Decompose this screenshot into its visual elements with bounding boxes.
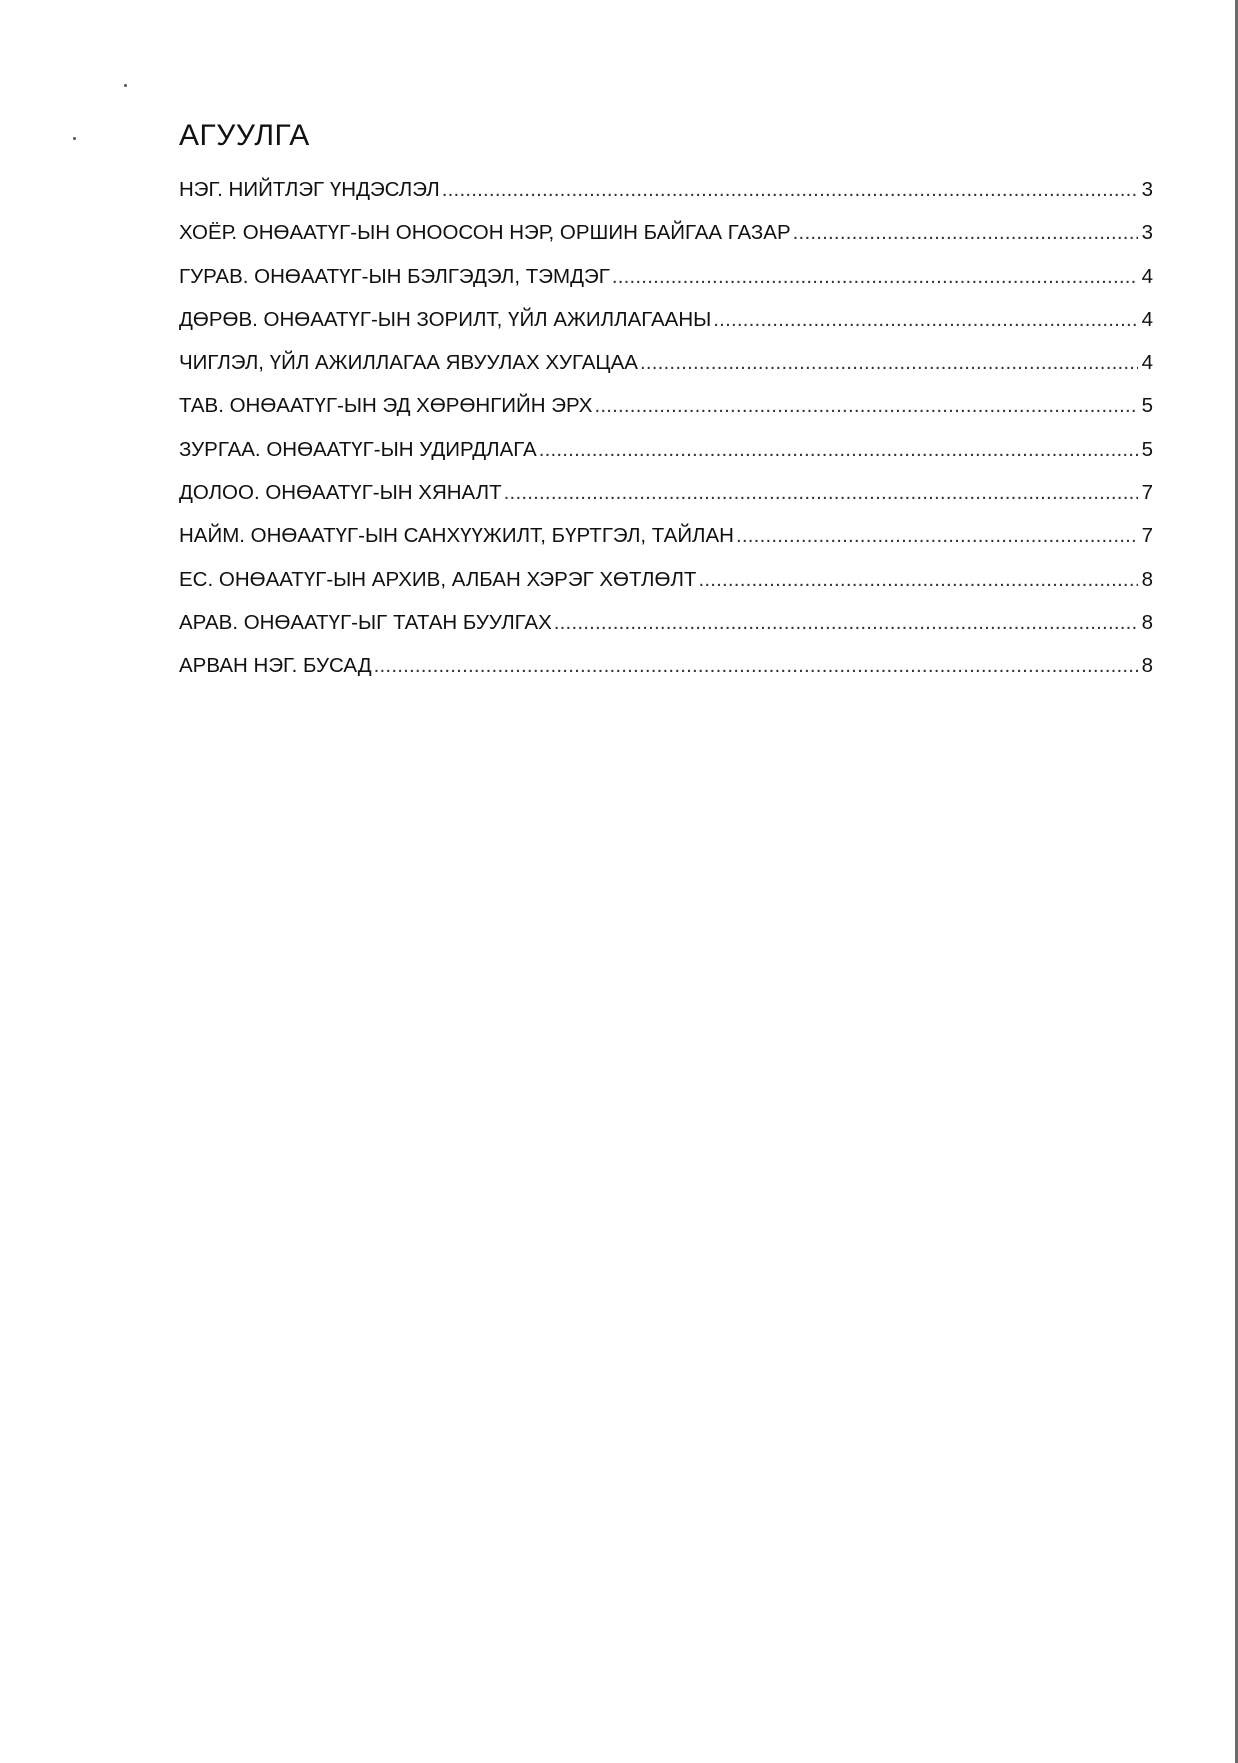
dot-leader	[504, 471, 1138, 514]
toc-entry-page: 3	[1141, 221, 1153, 245]
toc-entry-page: 8	[1141, 567, 1153, 591]
toc-entry-label: ЗУРГАА. ОНӨААТҮГ-ЫН УДИРДЛАГА	[179, 437, 537, 461]
dot-leader	[612, 255, 1138, 298]
toc-entry[interactable]	[179, 168, 1153, 211]
dot-leader	[539, 428, 1138, 471]
dot-leader	[594, 384, 1138, 427]
toc-title: АГУУЛГА	[179, 119, 310, 152]
scan-speck	[124, 84, 127, 87]
toc-entry-label: АРАВ. ОНӨААТҮГ-ЫГ ТАТАН БУУЛГАХ	[179, 610, 552, 634]
toc-entry-page: 8	[1141, 610, 1153, 634]
toc-entry[interactable]	[179, 471, 1153, 514]
toc-entry-label: ДОЛОО. ОНӨААТҮГ-ЫН ХЯНАЛТ	[179, 481, 502, 505]
toc-entry-label: АРВАН НЭГ. БУСАД	[179, 654, 372, 678]
toc-entry[interactable]	[179, 558, 1153, 601]
dot-leader	[640, 341, 1138, 384]
toc-entry-label: ДӨРӨВ. ОНӨААТҮГ-ЫН ЗОРИЛТ, ҮЙЛ АЖИЛЛАГААНЫ	[179, 307, 712, 331]
toc-entry[interactable]	[179, 428, 1153, 471]
toc-entry[interactable]	[179, 211, 1153, 254]
toc-entry-page: 4	[1141, 307, 1153, 331]
dot-leader	[374, 644, 1138, 687]
toc-entry-label: НАЙМ. ОНӨААТҮГ-ЫН САНХҮҮЖИЛТ, БҮРТГЭЛ, ТАЙЛАН	[179, 524, 734, 548]
toc-entry-page: 3	[1141, 178, 1153, 201]
toc-entry-label: ГУРАВ. ОНӨААТҮГ-ЫН БЭЛГЭДЭЛ, ТЭМДЭГ	[179, 264, 610, 288]
dot-leader	[793, 211, 1138, 254]
toc-entry[interactable]	[179, 514, 1153, 557]
toc-entry[interactable]	[179, 255, 1153, 298]
dot-leader	[698, 558, 1138, 601]
toc-entry-label: ЕС. ОНӨААТҮГ-ЫН АРХИВ, АЛБАН ХЭРЭГ ХӨТЛӨЛТ	[179, 567, 697, 591]
toc-entry-page: 5	[1141, 394, 1153, 418]
toc-entry[interactable]	[179, 601, 1153, 644]
dot-leader	[736, 514, 1138, 557]
toc-entry-page: 4	[1141, 264, 1153, 288]
toc-entry-page: 4	[1141, 351, 1153, 375]
dot-leader	[713, 298, 1138, 341]
dot-leader	[554, 601, 1138, 644]
scan-speck	[73, 137, 76, 140]
toc-entry-label: ТАВ. ОНӨААТҮГ-ЫН ЭД ХӨРӨНГИЙН ЭРХ	[179, 394, 593, 418]
toc-entry-label: ХОЁР. ОНӨААТҮГ-ЫН ОНООСОН НЭР, ОРШИН БАЙГАА ГАЗАР	[179, 221, 791, 245]
toc-entry[interactable]	[179, 384, 1153, 427]
toc-list	[179, 168, 1153, 688]
toc-entry-page: 5	[1141, 437, 1153, 461]
toc-entry-page: 7	[1141, 481, 1153, 505]
toc-entry[interactable]	[179, 341, 1153, 384]
toc-entry-label: ЧИГЛЭЛ, ҮЙЛ АЖИЛЛАГАА ЯВУУЛАХ ХУГАЦАА	[179, 351, 638, 375]
toc-entry-page: 8	[1141, 654, 1153, 678]
dot-leader	[442, 168, 1138, 211]
toc-entry-label: НЭГ. НИЙТЛЭГ ҮНДЭСЛЭЛ	[179, 178, 440, 201]
toc-entry-page: 7	[1141, 524, 1153, 548]
toc-entry[interactable]	[179, 644, 1153, 687]
toc-entry[interactable]	[179, 298, 1153, 341]
